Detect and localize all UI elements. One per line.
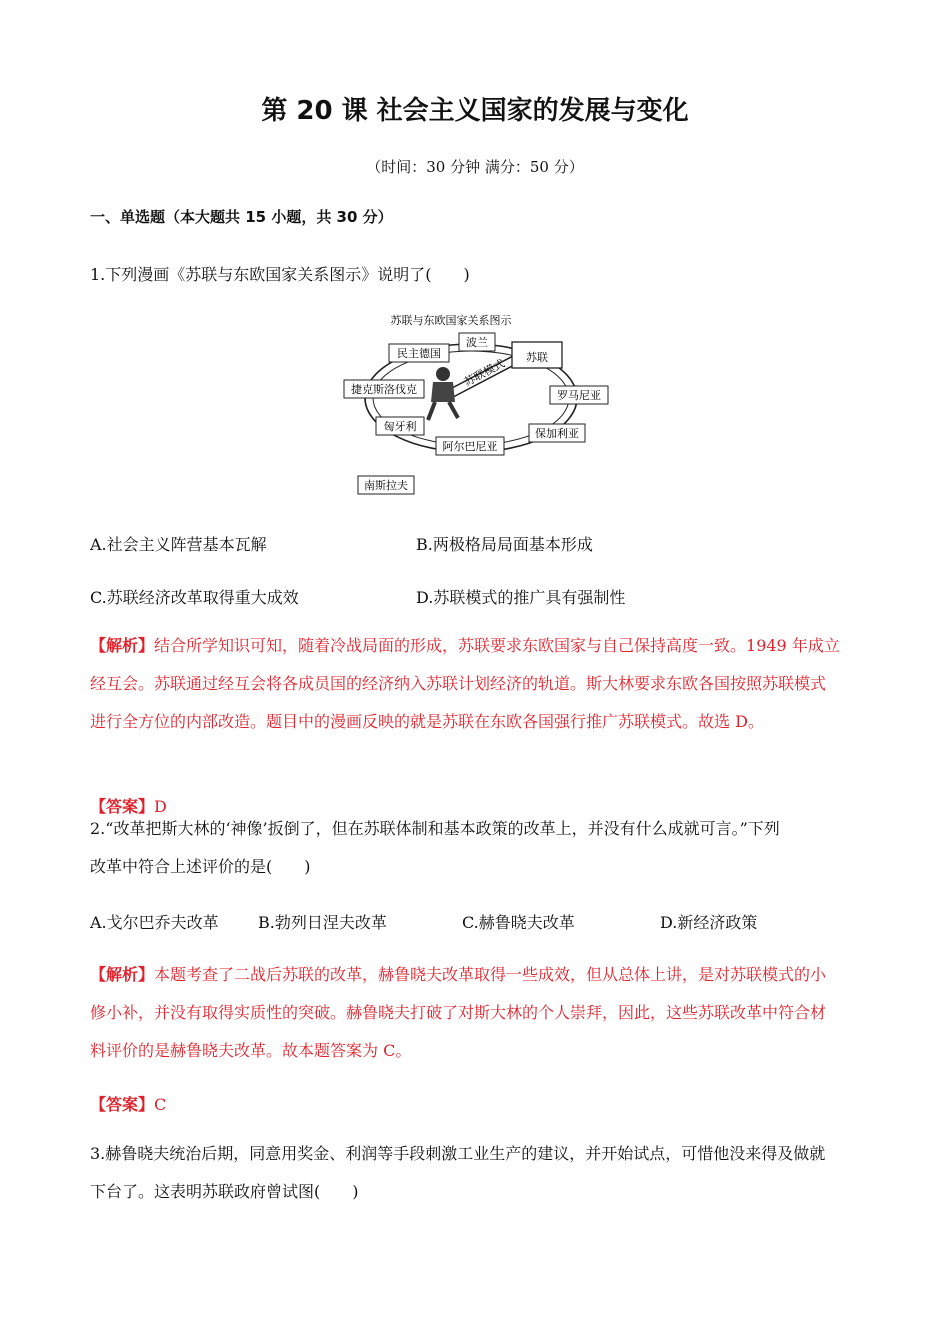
- analysis-line: 修小补，并没有取得实质性的突破。赫鲁晓夫打破了对斯大林的个人崇拜，因此，这些苏联改革中符合材: [90, 1003, 827, 1022]
- country-label: 罗马尼亚: [557, 389, 601, 402]
- stem-line: 2.“改革把斯大林的‘神像’扳倒了，但在苏联体制和基本政策的改革上，并没有什么成就可言。”下列: [90, 819, 780, 838]
- section-heading: 一、单选题（本大题共 15 小题，共 30 分）: [90, 208, 393, 226]
- answer-tag: 【答案】: [90, 797, 155, 816]
- q3-stem: [90, 1135, 862, 1211]
- analysis-line: 进行全方位的内部改造。题目中的漫画反映的就是苏联在东欧各国强行推广苏联模式。故选 D。: [90, 712, 764, 731]
- exam-info: （时间：30 分钟 满分：50 分）: [366, 158, 584, 176]
- q1-analysis: [90, 627, 862, 741]
- q1-cartoon-figure: [336, 306, 616, 501]
- analysis-line: 结合所学知识可知，随着冷战局面的形成，苏联要求东欧国家与自己保持高度一致。1949 年成立: [154, 636, 840, 655]
- q2-option-a[interactable]: A.戈尔巴乔夫改革: [90, 913, 219, 932]
- answer-value: D: [154, 797, 167, 816]
- q1-option-b[interactable]: B.两极格局局面基本形成: [416, 535, 593, 554]
- country-box-2: [459, 333, 495, 351]
- country-label: 捷克斯洛伐克: [351, 383, 417, 396]
- country-label: 南斯拉夫: [364, 479, 408, 492]
- q2-option-d[interactable]: D.新经济政策: [660, 913, 758, 932]
- relationship-diagram: [336, 306, 616, 501]
- q1-option-a[interactable]: A.社会主义阵营基本瓦解: [90, 535, 267, 554]
- country-box-4: [550, 386, 608, 404]
- country-label: 民主德国: [397, 347, 441, 360]
- country-label: 波兰: [466, 336, 488, 349]
- stem-line: 下台了。这表明苏联政府曾试图( ): [90, 1182, 359, 1201]
- q1-option-c[interactable]: C.苏联经济改革取得重大成效: [90, 588, 299, 607]
- q2-analysis: [90, 956, 862, 1070]
- q2-stem: [90, 810, 862, 886]
- q2-option-c[interactable]: C.赫鲁晓夫改革: [462, 913, 575, 932]
- page-title: 第 20 课 社会主义国家的发展与变化: [261, 96, 689, 126]
- country-box-6: [529, 424, 585, 442]
- answer-value: C: [154, 1095, 167, 1114]
- q2-answer: [90, 1092, 166, 1115]
- country-label: 阿尔巴尼亚: [442, 440, 498, 453]
- answer-tag: 【答案】: [90, 1095, 155, 1114]
- country-box-8: [358, 476, 414, 494]
- q1-stem: 1.下列漫画《苏联与东欧国家关系图示》说明了( ): [90, 265, 470, 284]
- analysis-tag: 【解析】: [90, 636, 155, 655]
- cartoon-person: [428, 367, 458, 420]
- q2-option-b[interactable]: B.勃列日涅夫改革: [258, 913, 387, 932]
- country-box-3: [344, 380, 424, 398]
- rod-label: 苏联模式: [461, 356, 507, 389]
- country-box-7: [436, 437, 504, 455]
- analysis-tag: 【解析】: [90, 965, 155, 984]
- q1-option-d[interactable]: D.苏联模式的推广具有强制性: [416, 588, 626, 607]
- country-box-1: [389, 344, 449, 362]
- analysis-line: 料评价的是赫鲁晓夫改革。故本题答案为 C。: [90, 1041, 412, 1060]
- soviet-label: 苏联: [526, 351, 548, 364]
- stem-line: 3.赫鲁晓夫统治后期，同意用奖金、利润等手段刺激工业生产的建议，并开始试点，可惜他没来得及做就: [90, 1144, 826, 1163]
- country-label: 匈牙利: [383, 420, 417, 433]
- country-label: 保加利亚: [535, 427, 579, 440]
- figure-title: 苏联与东欧国家关系图示: [390, 314, 512, 327]
- stem-line: 改革中符合上述评价的是( ): [90, 857, 311, 876]
- analysis-line: 本题考查了二战后苏联的改革，赫鲁晓夫改革取得一些成效，但从总体上讲，是对苏联模式的小: [154, 965, 827, 984]
- country-box-5: [376, 417, 424, 435]
- analysis-line: 经互会。苏联通过经互会将各成员国的经济纳入苏联计划经济的轨道。斯大林要求东欧各国按照苏联模式: [90, 674, 827, 693]
